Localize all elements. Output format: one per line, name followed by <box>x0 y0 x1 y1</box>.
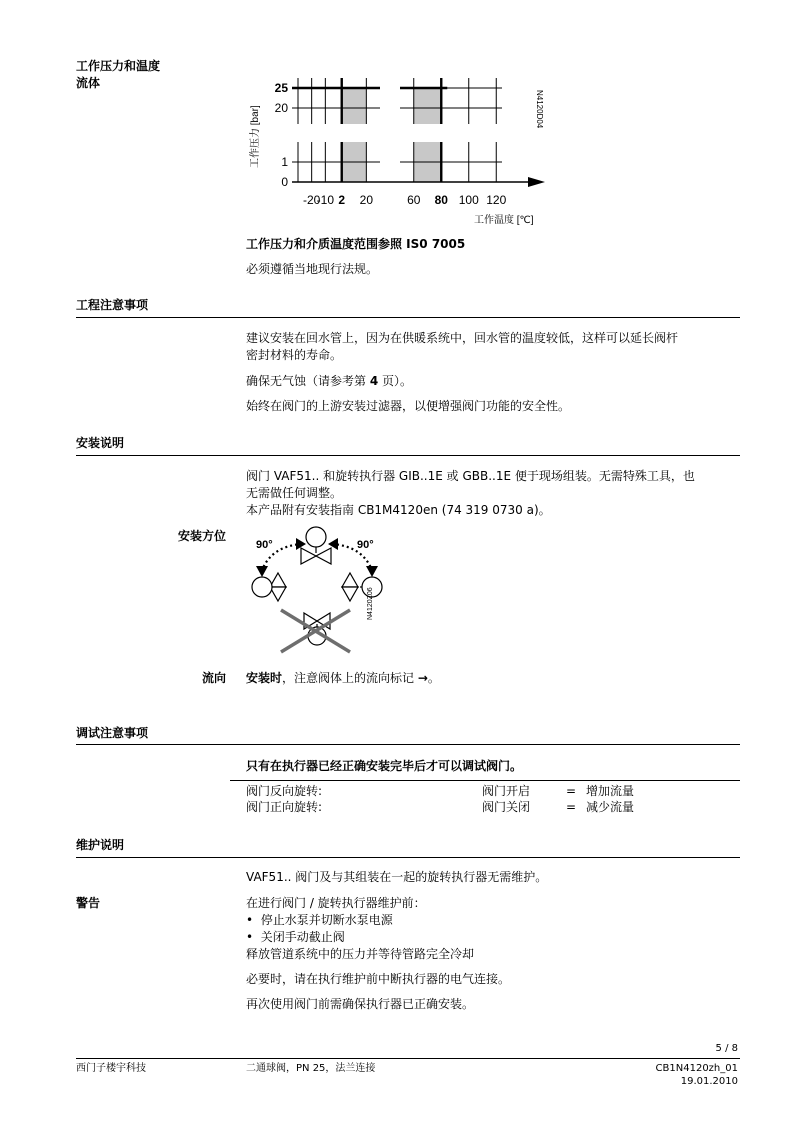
chart-title: 工作压力和介质温度范围参照 IS0 7005 <box>246 237 466 251</box>
y-tick-label: 0 <box>281 175 288 189</box>
installation-line1: 阀门 VAF51.. 和旋转执行器 GIB..1E 或 GBB..1E 便于现场组装。无需特殊工具，也 <box>246 469 695 483</box>
shaded-range <box>342 88 367 124</box>
pressure-temperature-chart <box>240 66 560 226</box>
section-title-engineering: 工程注意事项 <box>76 298 149 312</box>
engineering-para2 <box>246 373 740 390</box>
valve-right-icon <box>342 573 382 601</box>
chart-y-label: 工作压力 [bar] <box>250 105 261 168</box>
flow-text <box>246 670 740 687</box>
list-item-text: 停止水泵并切断水泵电源 <box>260 913 393 927</box>
warning-label: 警告 <box>76 896 101 910</box>
commissioning-warning: 只有在执行器已经正确安装完毕后才可以调试阀门。 <box>246 759 523 773</box>
x-tick-label: 120 <box>486 193 507 207</box>
flow-text-end: 。 <box>427 671 440 685</box>
engineering-para1-line2: 密封材料的寿命。 <box>246 348 343 362</box>
arrow-left-down-icon <box>256 566 268 577</box>
maintenance-disconnect: 必要时，请在执行维护前中断执行器的电气连接。 <box>246 972 511 986</box>
pressure-note: 必须遵循当地现行法规。 <box>246 262 379 276</box>
installation-orientation-diagram <box>244 524 394 659</box>
chart-x-label: 工作温度 [℃] <box>474 215 534 226</box>
commissioning-action: 阀门正向旋转: <box>246 800 323 814</box>
section-title-installation: 安装说明 <box>76 436 125 450</box>
page-number: 5 / 8 <box>715 1043 738 1054</box>
maintenance-warning-block <box>246 895 740 963</box>
divider-maintenance <box>76 857 740 858</box>
commissioning-eq: = <box>566 800 577 814</box>
shaded-range <box>414 88 442 124</box>
chart-grid <box>292 78 502 182</box>
chart-x-tick-labels <box>303 193 507 207</box>
footer-doc-code: CB1N4120zh_01 <box>655 1063 738 1074</box>
divider-installation <box>76 455 740 456</box>
x-tick-label: -20 <box>302 193 321 207</box>
installation-line2: 无需做任何调整。 <box>246 486 343 500</box>
maintenance-before: 在进行阀门 / 旋转执行器维护前： <box>246 896 426 910</box>
bullet-icon: • <box>246 913 261 927</box>
chart-y-tick-labels <box>275 81 289 189</box>
x-tick-label: 80 <box>434 193 448 207</box>
x-tick-label: -10 <box>316 193 335 207</box>
orientation-label: 安装方位 <box>177 529 226 543</box>
divider-engineering <box>76 317 740 318</box>
engineering-para1-line1: 建议安装在回水管上，因为在供暖系统中，回水管的温度较低，这样可以延长阀杆 <box>246 331 679 345</box>
x-axis-arrow-icon <box>528 177 545 187</box>
commissioning-row <box>246 783 740 800</box>
list-item <box>246 929 740 946</box>
commissioning-state: 阀门关闭 <box>482 800 531 814</box>
y-tick-label: 20 <box>274 101 288 115</box>
section-title-commissioning: 调试注意事项 <box>76 726 149 740</box>
divider-commissioning <box>76 744 740 745</box>
diagram-code: N4120Z06 <box>367 587 374 620</box>
engineering-para3: 始终在阀门的上游安装过滤器，以便增强阀门功能的安全性。 <box>246 399 571 413</box>
commissioning-row <box>246 799 740 816</box>
y-tick-label: 25 <box>274 81 288 95</box>
engineering-para2-page-number: 4 <box>369 374 379 388</box>
valve-top-icon <box>301 527 331 564</box>
commissioning-result: 减少流量 <box>586 800 635 814</box>
flow-text-bold: 安装时 <box>246 671 283 685</box>
footer-doc-info <box>656 1062 738 1088</box>
section-title-pressure <box>76 58 160 92</box>
list-item <box>246 912 740 929</box>
maintenance-line1: VAF51.. 阀门及与其组装在一起的旋转执行器无需维护。 <box>246 870 548 884</box>
y-tick-label: 1 <box>281 155 288 169</box>
x-tick-label: 100 <box>458 193 479 207</box>
engineering-para2-after: 页）。 <box>378 374 413 388</box>
commissioning-eq: = <box>566 784 577 798</box>
flow-arrow-icon: → <box>417 671 428 685</box>
footer-divider <box>76 1058 740 1059</box>
divider-commissioning-inner <box>230 780 740 781</box>
angle-right-label: 90° <box>357 539 374 551</box>
engineering-para2-before: 确保无气蚀（请参考第 <box>246 374 370 388</box>
valve-left-icon <box>252 573 286 601</box>
footer-company: 西门子楼宇科技 <box>76 1063 146 1074</box>
x-tick-label: 2 <box>338 193 346 207</box>
maintenance-release: 释放管道系统中的压力并等待管路完全冷却 <box>246 947 475 961</box>
arrow-right-down-icon <box>366 566 378 577</box>
section-title-pressure-line1: 工作压力和温度 <box>76 59 161 73</box>
angle-left-label: 90° <box>256 539 273 551</box>
commissioning-state: 阀门开启 <box>482 784 531 798</box>
commissioning-result: 增加流量 <box>586 784 635 798</box>
bullet-icon: • <box>246 930 261 944</box>
section-title-pressure-line2: 流体 <box>76 76 101 90</box>
footer-date: 19.01.2010 <box>680 1076 738 1087</box>
engineering-para1 <box>246 330 740 364</box>
x-tick-label: 20 <box>359 193 374 207</box>
installation-text <box>246 468 740 519</box>
chart-shaded-ranges <box>342 88 442 182</box>
maintenance-reuse: 再次使用阀门前需确保执行器已正确安装。 <box>246 997 475 1011</box>
installation-line3: 本产品附有安装指南 CB1M4120en (74 319 0730 a)。 <box>246 503 551 517</box>
flow-text-rest: ，注意阀体上的流向标记 <box>282 671 418 685</box>
x-tick-label: 60 <box>407 193 421 207</box>
flow-label: 流向 <box>201 671 226 685</box>
list-item-text: 关闭手动截止阀 <box>260 930 345 944</box>
forbidden-cross-icon <box>281 610 350 652</box>
chart-code: N4120D04 <box>535 90 544 129</box>
section-title-maintenance: 维护说明 <box>76 838 125 852</box>
footer-product: 二通球阀，PN 25，法兰连接 <box>246 1063 376 1074</box>
commissioning-action: 阀门反向旋转: <box>246 784 323 798</box>
